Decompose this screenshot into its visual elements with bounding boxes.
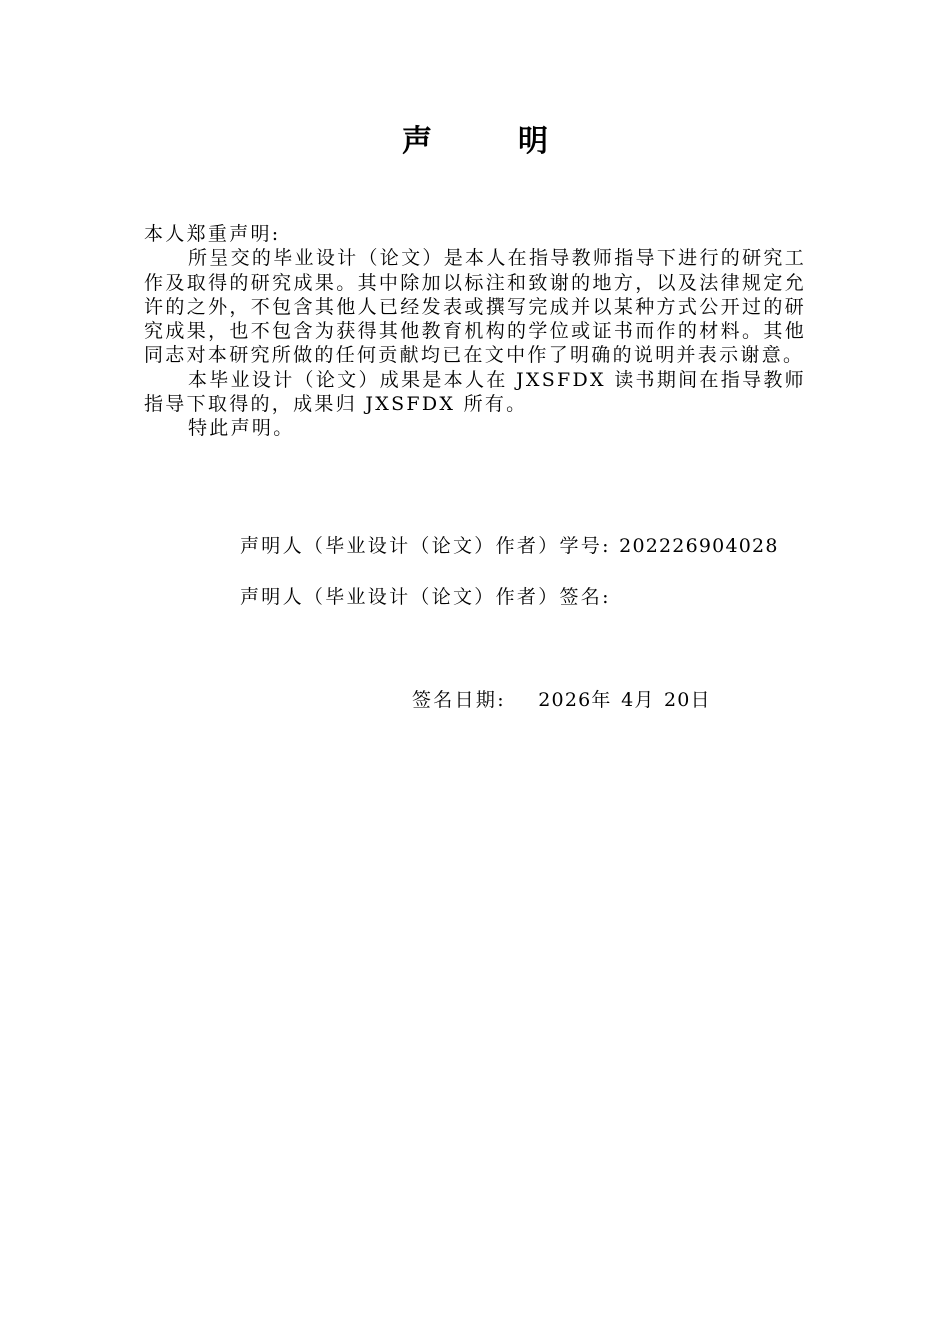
declaration-body [144,222,806,441]
date-year-unit: 年 [591,689,613,711]
date-label: 签名日期: [412,689,506,711]
signature-date-line [412,687,712,713]
date-month-unit: 月 [634,689,656,711]
opening-line: 本人郑重声明: [144,223,281,245]
page-title [0,120,950,164]
title-char-2: 明 [518,124,548,159]
date-year: 2026 [538,689,592,711]
paragraph-ownership: 本毕业设计（论文）成果是本人在 JXSFDX 读书期间在指导教师指导下取得的，成果归 JXSFDX 所有。 [144,368,806,416]
date-day-unit: 日 [690,689,712,711]
title-char-1: 声 [402,124,432,159]
student-id-value: 202226904028 [619,535,779,557]
student-id-label: 声明人（毕业设计（论文）作者）学号: [240,535,611,557]
date-month: 4 [621,689,635,711]
paragraph-originality: 所呈交的毕业设计（论文）是本人在指导教师指导下进行的研究工作及取得的研究成果。其中除加以标注和致谢的地方，以及法律规定允许的之外，不包含其他人已经发表或撰写完成并以某种方式公开过的研究成果，也不包含为获得其他教育机构的学位或证书而作的材料。其他同志对本研究所做的任何贡献均已在文中作了明确的说明并表示谢意。 [144,247,806,367]
signature-line [240,584,611,610]
student-id-line [240,533,779,559]
date-day: 20 [664,689,691,711]
signature-label: 声明人（毕业设计（论文）作者）签名: [240,586,611,608]
paragraph-closing: 特此声明。 [188,417,295,440]
